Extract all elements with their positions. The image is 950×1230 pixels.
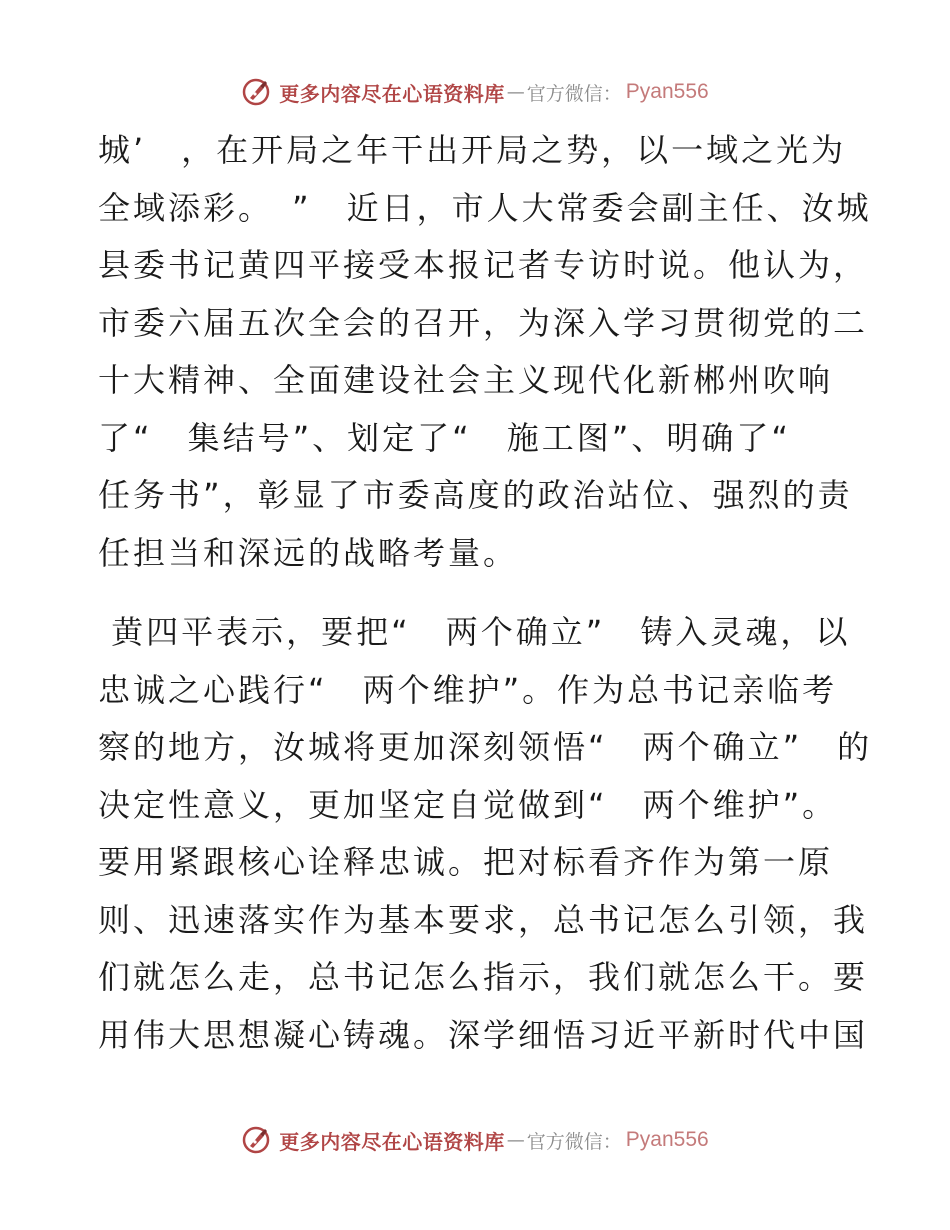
paragraph-1: [98, 122, 872, 582]
wechat-id: Pyan556: [625, 1128, 709, 1151]
text-line: 任担当和深远的战略考量。: [98, 533, 519, 572]
text-line: 则、迅速落实作为基本要求，总书记怎么引领，我: [98, 900, 869, 939]
brand-text: 更多内容尽在心语资料库: [279, 81, 505, 106]
text-line: 了“ 集结号”、划定了“ 施工图”、明确了“: [98, 418, 791, 457]
text-line: 用伟大思想凝心铸魂。深学细悟习近平新时代中国: [98, 1015, 869, 1054]
text-line: 决定性意义，更加坚定自觉做到“ 两个维护”。: [98, 785, 838, 824]
pen-nib-logo-icon: [241, 77, 271, 107]
banner-dash: —: [506, 81, 525, 103]
wechat-id: Pyan556: [625, 80, 709, 103]
brand-text: 更多内容尽在心语资料库: [279, 1129, 505, 1154]
document-body: [98, 122, 873, 1064]
text-line: 们就怎么走，总书记怎么指示，我们就怎么干。要: [98, 958, 869, 996]
text-line: 忠诚之心践行“ 两个维护”。作为总书记亲临考: [98, 670, 838, 709]
text-line: 城’ ，在开局之年干出开局之势，以一域之光为: [98, 131, 847, 169]
text-line: 市委六届五次全会的召开，为深入学习贯彻党的二: [98, 303, 869, 342]
text-line: 十大精神、全面建设社会主义现代化新郴州吹响: [98, 361, 834, 399]
header-banner: [0, 70, 950, 114]
text-line: 任务书”，彰显了市委高度的政治站位、强烈的责: [98, 476, 853, 514]
official-wechat-label: 官方微信：: [526, 82, 622, 105]
text-line: 黄四平表示，要把“ 两个确立” 铸入灵魂，以: [98, 613, 851, 651]
text-line: 县委书记黄四平接受本报记者专访时说。他认为，: [98, 246, 869, 284]
text-line: 全域添彩。 ” 近日，市人大常委会副主任、汝城: [98, 188, 872, 227]
paragraph-2: [98, 604, 873, 1064]
pen-nib-logo-icon: [241, 1125, 271, 1155]
banner-dash: —: [506, 1129, 525, 1151]
paragraph-gap: [98, 582, 858, 604]
official-wechat-label: 官方微信：: [526, 1130, 622, 1153]
footer-banner: [0, 1118, 950, 1162]
text-line: 察的地方，汝城将更加深刻领悟“ 两个确立” 的: [98, 728, 873, 766]
text-line: 要用紧跟核心诠释忠诚。把对标看齐作为第一原: [98, 843, 834, 881]
